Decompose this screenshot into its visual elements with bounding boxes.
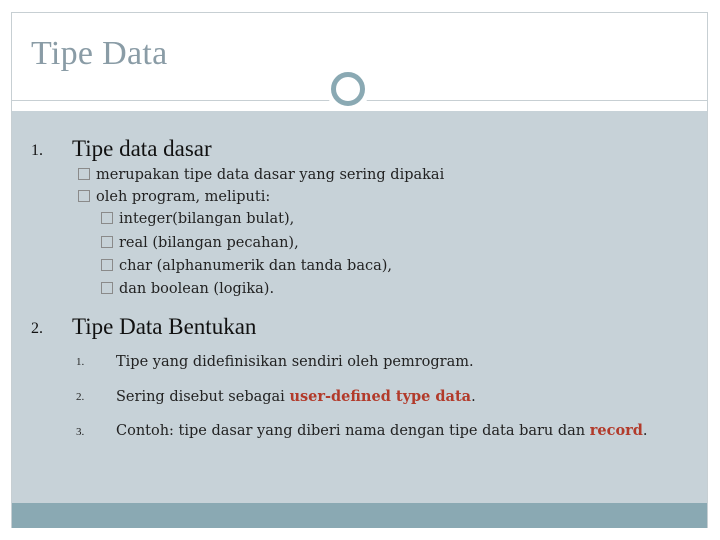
bullet-text: oleh program, meliputi: xyxy=(96,189,271,205)
bullet-box-icon xyxy=(78,190,90,202)
bullet-box-icon xyxy=(101,236,113,248)
bullet-box-icon xyxy=(101,282,113,294)
item-text: Contoh: tipe dasar yang diberi nama dengan tipe data baru dan xyxy=(116,423,590,439)
section1-number: 1. xyxy=(31,142,43,159)
circle-ornament-icon xyxy=(326,67,370,111)
section1-bullet-2 xyxy=(78,189,270,205)
bullet-box-icon xyxy=(101,259,113,271)
item-accent: record xyxy=(589,422,643,439)
sub-bullet-char xyxy=(101,258,392,274)
section2-heading: Tipe Data Bentukan xyxy=(72,314,257,339)
section2-item-2 xyxy=(116,388,476,405)
circle-ring xyxy=(331,72,365,106)
bullet-box-icon xyxy=(101,212,113,224)
bullet-box-icon xyxy=(78,168,90,180)
section2-item-3 xyxy=(116,422,648,439)
sub-bullet-text: integer(bilangan bulat), xyxy=(119,211,295,227)
item-text: Tipe yang didefinisikan sendiri oleh pemrogram. xyxy=(116,354,474,370)
section1-bullet-1 xyxy=(78,167,444,183)
section2-item-1 xyxy=(116,353,474,370)
item-text: Sering disebut sebagai xyxy=(116,389,290,405)
section2-number: 2. xyxy=(31,320,43,337)
section2-item-2-number: 2. xyxy=(76,391,85,403)
section2-item-1-number: 1. xyxy=(76,356,85,368)
sub-bullet-boolean xyxy=(101,281,274,297)
section2-item-3-number: 3. xyxy=(76,426,85,438)
sub-bullet-integer xyxy=(101,211,294,227)
item-suffix: . xyxy=(471,389,476,405)
item-accent: user-defined type data xyxy=(289,388,472,405)
footer-bar xyxy=(12,503,707,528)
bullet-text: merupakan tipe data dasar yang sering dipakai xyxy=(96,167,445,183)
slide-title: Tipe Data xyxy=(31,35,168,72)
sub-bullet-text: real (bilangan pecahan), xyxy=(119,235,299,251)
section1-heading: Tipe data dasar xyxy=(72,136,212,161)
sub-bullet-real xyxy=(101,235,299,251)
sub-bullet-text: char (alphanumerik dan tanda baca), xyxy=(119,258,393,274)
sub-bullet-text: dan boolean (logika). xyxy=(119,281,275,297)
item-suffix: . xyxy=(642,423,648,439)
